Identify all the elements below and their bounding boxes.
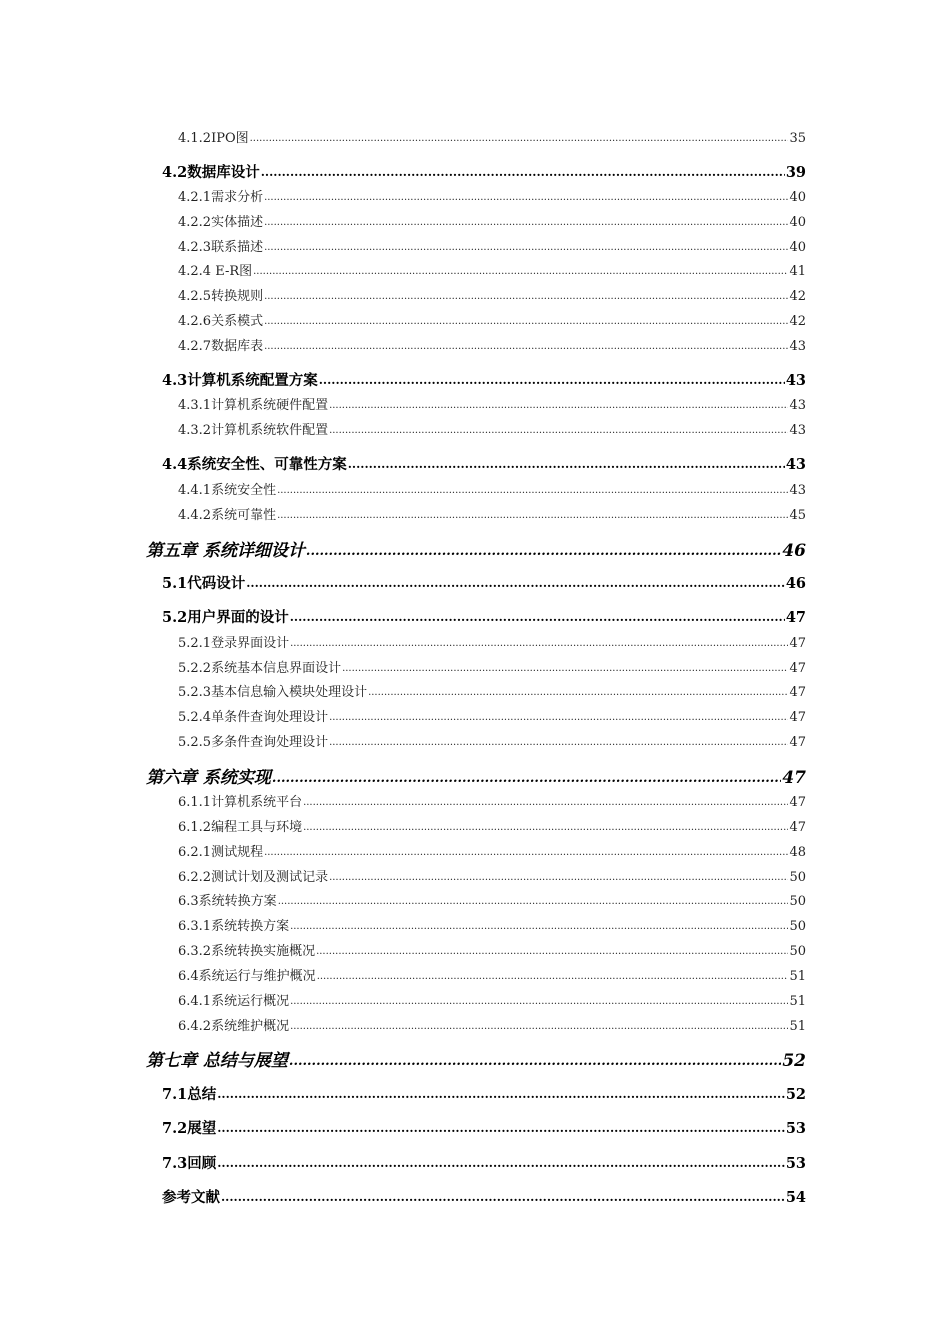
toc-section-entry[interactable] xyxy=(162,572,806,593)
toc-page-number: 47 xyxy=(789,735,806,751)
toc-dot-leader xyxy=(217,1119,785,1136)
toc-section-entry[interactable] xyxy=(162,1152,806,1173)
toc-dot-leader xyxy=(246,574,785,591)
toc-subsection-entry[interactable] xyxy=(178,990,806,1009)
toc-entry-title: 4.4.2系统可靠性 xyxy=(178,508,277,524)
toc-page-number: 47 xyxy=(789,795,806,811)
toc-section-entry[interactable] xyxy=(162,161,806,182)
toc-subsection-entry[interactable] xyxy=(178,731,806,750)
toc-dot-leader xyxy=(290,918,788,933)
toc-subsection-entry[interactable] xyxy=(178,706,806,725)
toc-page-number: 52 xyxy=(782,1051,806,1072)
toc-subsection-entry[interactable] xyxy=(178,890,806,909)
toc-subsection-entry[interactable] xyxy=(178,310,806,329)
toc-dot-leader xyxy=(264,288,788,303)
toc-page-number: 48 xyxy=(789,845,806,861)
toc-entry-title: 4.2.2实体描述 xyxy=(178,215,264,231)
toc-dot-leader xyxy=(329,869,788,884)
toc-page-number: 47 xyxy=(789,661,806,677)
toc-subsection-entry[interactable] xyxy=(178,394,806,413)
toc-section-entry[interactable] xyxy=(162,369,806,390)
toc-entry-title: 4.3计算机系统配置方案 xyxy=(162,372,318,390)
toc-entry-title: 第七章 总结与展望 xyxy=(146,1051,288,1072)
toc-page-number: 46 xyxy=(782,541,806,562)
toc-page-number: 52 xyxy=(785,1086,806,1104)
toc-page-number: 35 xyxy=(789,131,806,147)
toc-page-number: 40 xyxy=(789,240,806,256)
toc-entry-title: 4.2.4 E-R图 xyxy=(178,264,253,280)
toc-dot-leader xyxy=(278,893,789,908)
toc-page-number: 51 xyxy=(789,1019,806,1035)
toc-dot-leader xyxy=(368,684,788,699)
toc-subsection-entry[interactable] xyxy=(178,915,806,934)
toc-entry-title: 4.2.1需求分析 xyxy=(178,190,264,206)
toc-dot-leader xyxy=(329,709,788,724)
toc-entry-title: 参考文献 xyxy=(162,1189,220,1207)
toc-entry-title: 4.1.2IPO图 xyxy=(178,131,249,147)
toc-subsection-entry[interactable] xyxy=(178,657,806,676)
toc-chapter-entry[interactable] xyxy=(146,536,806,561)
toc-page-number: 42 xyxy=(789,289,806,305)
toc-dot-leader xyxy=(253,263,788,278)
toc-dot-leader xyxy=(317,968,789,983)
toc-dot-leader xyxy=(250,130,789,145)
toc-section-entry[interactable] xyxy=(162,1186,806,1207)
toc-dot-leader xyxy=(306,540,781,560)
toc-page-number: 40 xyxy=(789,215,806,231)
toc-entry-title: 第五章 系统详细设计 xyxy=(146,541,305,562)
toc-section-entry[interactable] xyxy=(162,606,806,627)
toc-entry-title: 6.1.1计算机系统平台 xyxy=(178,795,303,811)
toc-page-number: 50 xyxy=(789,919,806,935)
toc-dot-leader xyxy=(221,1188,785,1205)
toc-subsection-entry[interactable] xyxy=(178,186,806,205)
toc-dot-leader xyxy=(264,214,788,229)
toc-dot-leader xyxy=(290,993,788,1008)
toc-dot-leader xyxy=(303,819,788,834)
toc-entry-title: 4.2.6关系模式 xyxy=(178,314,264,330)
toc-subsection-entry[interactable] xyxy=(178,236,806,255)
toc-subsection-entry[interactable] xyxy=(178,841,806,860)
toc-chapter-entry[interactable] xyxy=(146,763,806,788)
toc-entry-title: 6.3.2系统转换实施概况 xyxy=(178,944,316,960)
toc-page-number: 50 xyxy=(789,894,806,910)
toc-page-number: 54 xyxy=(785,1189,806,1207)
toc-page-number: 51 xyxy=(789,969,806,985)
toc-page-number: 42 xyxy=(789,314,806,330)
toc-page-number: 41 xyxy=(789,264,806,280)
toc-entry-title: 4.2.5转换规则 xyxy=(178,289,264,305)
toc-section-entry[interactable] xyxy=(162,453,806,474)
toc-subsection-entry[interactable] xyxy=(178,419,806,438)
toc-entry-title: 4.3.1计算机系统硬件配置 xyxy=(178,398,329,414)
toc-entry-title: 6.3.1系统转换方案 xyxy=(178,919,290,935)
toc-subsection-entry[interactable] xyxy=(178,791,806,810)
toc-entry-title: 6.1.2编程工具与环境 xyxy=(178,820,303,836)
toc-page-number: 46 xyxy=(785,575,806,593)
toc-dot-leader xyxy=(290,608,785,625)
toc-entry-title: 5.2.4单条件查询处理设计 xyxy=(178,710,329,726)
toc-entry-title: 7.3回顾 xyxy=(162,1155,217,1173)
toc-dot-leader xyxy=(303,794,788,809)
toc-dot-leader xyxy=(261,163,785,180)
toc-page-number: 50 xyxy=(789,870,806,886)
toc-page-number: 43 xyxy=(785,372,806,390)
toc-entry-title: 5.2.1登录界面设计 xyxy=(178,636,290,652)
toc-dot-leader xyxy=(289,1050,781,1070)
toc-dot-leader xyxy=(348,455,785,472)
toc-subsection-entry[interactable] xyxy=(178,681,806,700)
toc-dot-leader xyxy=(342,660,788,675)
toc-page-number: 43 xyxy=(785,456,806,474)
toc-page-number: 47 xyxy=(782,768,806,789)
toc-entry-title: 4.2.7数据库表 xyxy=(178,339,264,355)
toc-dot-leader xyxy=(319,371,785,388)
toc-page-number: 51 xyxy=(789,994,806,1010)
toc-entry-title: 5.2.3基本信息输入模块处理设计 xyxy=(178,685,368,701)
toc-entry-title: 5.1代码设计 xyxy=(162,575,246,593)
toc-page-number: 43 xyxy=(789,483,806,499)
toc-entry-title: 5.2.2系统基本信息界面设计 xyxy=(178,661,342,677)
toc-dot-leader xyxy=(290,1018,788,1033)
toc-page-number: 43 xyxy=(789,423,806,439)
toc-page-number: 53 xyxy=(785,1120,806,1138)
toc-subsection-entry[interactable] xyxy=(178,479,806,498)
toc-section-entry[interactable] xyxy=(162,1083,806,1104)
toc-dot-leader xyxy=(329,397,788,412)
toc-entry-title: 6.4.2系统维护概况 xyxy=(178,1019,290,1035)
toc-dot-leader xyxy=(264,844,788,859)
toc-chapter-entry[interactable] xyxy=(146,1046,806,1071)
toc-entry-title: 6.2.1测试规程 xyxy=(178,845,264,861)
toc-entry-title: 4.3.2计算机系统软件配置 xyxy=(178,423,329,439)
toc-dot-leader xyxy=(217,1085,785,1102)
toc-page-number: 43 xyxy=(789,339,806,355)
toc-subsection-entry[interactable] xyxy=(178,260,806,279)
toc-page-number: 43 xyxy=(789,398,806,414)
toc-entry-title: 4.4.1系统安全性 xyxy=(178,483,277,499)
toc-subsection-entry[interactable] xyxy=(178,816,806,835)
toc-entry-title: 第六章 系统实现 xyxy=(146,768,271,789)
toc-dot-leader xyxy=(264,189,788,204)
toc-entry-title: 4.2数据库设计 xyxy=(162,164,260,182)
toc-entry-title: 6.4系统运行与维护概况 xyxy=(178,969,316,985)
toc-page-number: 39 xyxy=(785,164,806,182)
toc-dot-leader xyxy=(217,1154,785,1171)
toc-entry-title: 6.4.1系统运行概况 xyxy=(178,994,290,1010)
toc-subsection-entry[interactable] xyxy=(178,504,806,523)
toc-page-number: 53 xyxy=(785,1155,806,1173)
toc-page-number: 45 xyxy=(789,508,806,524)
toc-dot-leader xyxy=(290,635,788,650)
toc-page-number: 50 xyxy=(789,944,806,960)
toc-entry-title: 4.4系统安全性、可靠性方案 xyxy=(162,456,347,474)
toc-entry-title: 5.2用户界面的设计 xyxy=(162,609,289,627)
toc-page-number: 47 xyxy=(789,685,806,701)
toc-entry-title: 6.3系统转换方案 xyxy=(178,894,277,910)
toc-page-number: 47 xyxy=(789,820,806,836)
toc-entry-title: 6.2.2测试计划及测试记录 xyxy=(178,870,329,886)
toc-dot-leader xyxy=(264,313,788,328)
toc-dot-leader xyxy=(329,734,788,749)
toc-page-number: 47 xyxy=(785,609,806,627)
toc-page-number: 40 xyxy=(789,190,806,206)
toc-subsection-entry[interactable] xyxy=(178,866,806,885)
toc-dot-leader xyxy=(316,943,788,958)
toc-subsection-entry[interactable] xyxy=(178,965,806,984)
toc-dot-leader xyxy=(277,482,788,497)
toc-section-entry[interactable] xyxy=(162,1117,806,1138)
toc-entry-title: 4.2.3联系描述 xyxy=(178,240,264,256)
toc-entry-title: 7.1总结 xyxy=(162,1086,217,1104)
toc-subsection-entry[interactable] xyxy=(178,632,806,651)
toc-page-number: 47 xyxy=(789,710,806,726)
toc-page-number: 47 xyxy=(789,636,806,652)
toc-subsection-entry[interactable] xyxy=(178,285,806,304)
toc-dot-leader xyxy=(277,507,788,522)
toc-subsection-entry[interactable] xyxy=(178,335,806,354)
toc-entry-title: 5.2.5多条件查询处理设计 xyxy=(178,735,329,751)
toc-dot-leader xyxy=(264,338,788,353)
toc-subsection-entry[interactable] xyxy=(178,1015,806,1034)
toc-subsection-entry[interactable] xyxy=(178,127,806,146)
toc-entry-title: 7.2展望 xyxy=(162,1120,217,1138)
toc-dot-leader xyxy=(264,239,788,254)
toc-subsection-entry[interactable] xyxy=(178,211,806,230)
toc-dot-leader xyxy=(272,767,781,787)
toc-dot-leader xyxy=(329,422,788,437)
toc-subsection-entry[interactable] xyxy=(178,940,806,959)
